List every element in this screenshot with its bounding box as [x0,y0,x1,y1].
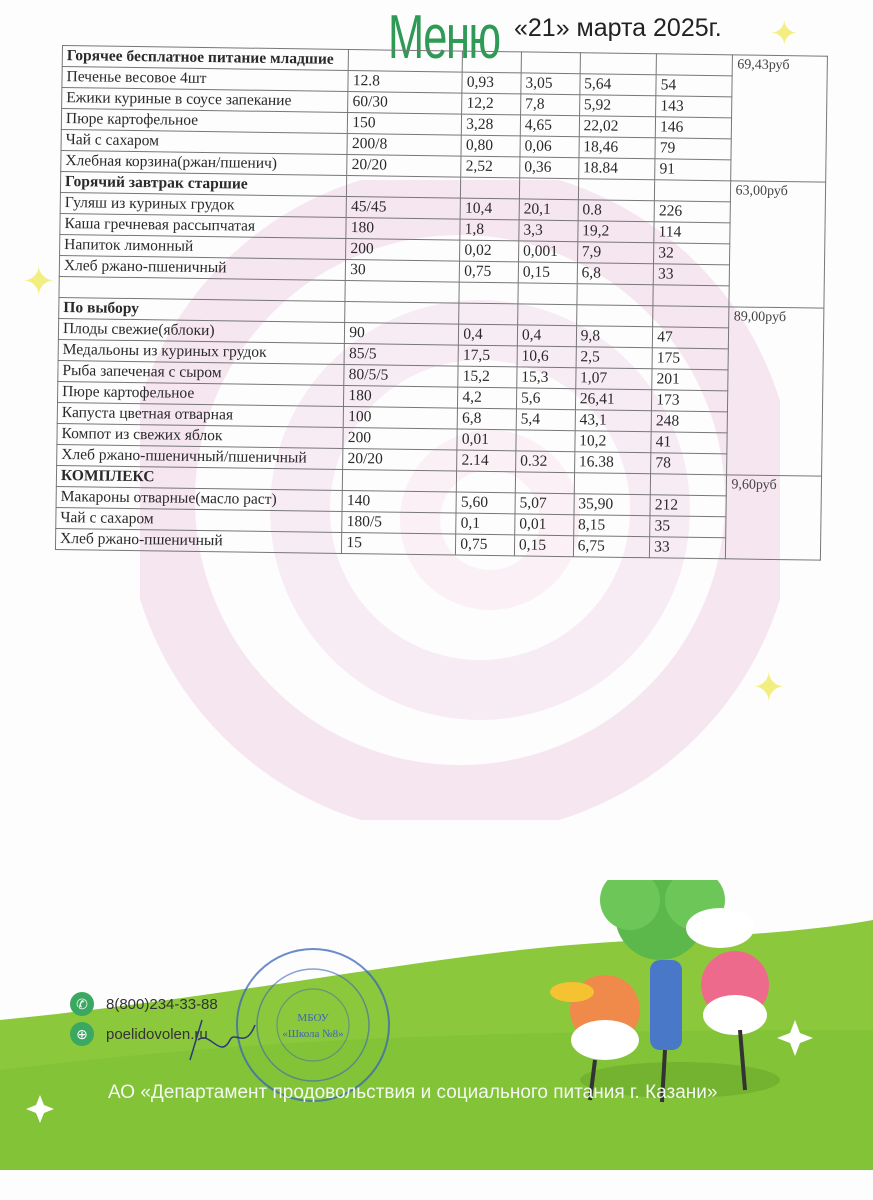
dish-name: Медальоны из куриных грудок [58,339,345,364]
dish-kcal: 79 [655,138,732,160]
dish-name: Хлебная корзина(ржан/пшенич) [61,150,348,175]
dish-kcal: 91 [655,159,732,181]
dish-weight: 90 [345,322,459,345]
dish-protein: 0,80 [461,135,520,157]
dish-fat: 0,36 [520,157,579,179]
website-link[interactable]: poelidovolen.ru [106,1025,208,1043]
dish-carbs: 1,07 [575,368,652,390]
dish-protein: 12,2 [462,93,521,115]
dish-protein: 2.14 [457,450,516,472]
dish-kcal: 33 [650,537,727,559]
dish-carbs: 19,2 [577,221,654,243]
empty-cell [580,53,657,75]
dish-carbs: 35,90 [574,494,651,516]
dish-protein: 0,75 [460,261,519,283]
svg-text:МБОУ: МБОУ [297,1012,329,1024]
empty-cell [459,303,518,325]
dish-fat [518,283,577,305]
dish-kcal [653,285,730,307]
section-title: КОМПЛЕКС [56,465,343,490]
dish-kcal: 146 [655,117,732,139]
empty-cell [347,175,461,198]
empty-cell [656,54,733,76]
dish-protein: 2,52 [461,156,520,178]
dish-protein [459,282,518,304]
dish-name: Пюре картофельное [58,381,345,406]
dish-protein: 0,4 [459,324,518,346]
dish-weight: 180 [346,217,460,240]
empty-cell [462,51,521,73]
dish-fat: 7,8 [520,94,579,116]
dish-name: Капуста цветная отварная [57,402,344,427]
section-price: 9,60руб [726,475,822,560]
dish-carbs: 0.8 [578,200,655,222]
dish-kcal: 47 [653,327,730,349]
sparkle-icon: ✦ [22,259,56,304]
dish-protein: 0,1 [456,513,515,535]
dish-name: Макароны отварные(масло раст) [56,486,343,511]
section-title: По выбору [59,297,346,322]
dish-fat: 20,1 [519,199,578,221]
dish-weight: 150 [348,112,462,135]
dish-fat: 0,15 [518,262,577,284]
dish-carbs: 43,1 [575,410,652,432]
dish-kcal: 114 [654,222,731,244]
dish-carbs: 26,41 [575,389,652,411]
dish-fat: 15,3 [517,367,576,389]
svg-text:«Школа №8»: «Школа №8» [282,1028,344,1040]
section-price: 69,43руб [731,55,827,182]
dish-carbs: 5,64 [580,74,657,96]
dish-kcal: 33 [653,264,730,286]
dish-weight [345,280,459,303]
dish-weight: 45/45 [346,196,460,219]
menu-date: «21» марта 2025г. [514,14,722,42]
page-title: Меню [388,3,500,72]
dish-fat: 10,6 [517,346,576,368]
dish-name: Ежики куриные в соусе запекание [62,88,349,113]
dish-protein: 0,02 [460,240,519,262]
dish-kcal: 173 [652,390,729,412]
dish-weight: 200 [343,427,457,450]
dish-weight: 30 [346,259,460,282]
empty-cell [345,301,459,324]
dish-kcal: 201 [652,369,729,391]
sparkle-icon: ✦ [752,665,786,710]
dish-kcal: 41 [651,432,728,454]
organization-name: АО «Департамент продовольствия и социального питания г. Казани» [108,1082,718,1103]
dish-fat: 3,05 [521,73,580,95]
dish-carbs: 10,2 [575,431,652,453]
dish-carbs: 22,02 [579,116,656,138]
dish-kcal: 143 [656,96,733,118]
empty-cell [574,473,651,495]
dish-weight: 20/20 [343,448,457,471]
dish-name: Напиток лимонный [60,234,347,259]
dish-weight: 20/20 [347,154,461,177]
dish-carbs: 18.84 [578,158,655,180]
dish-weight: 60/30 [348,92,462,115]
dish-protein: 5,60 [456,492,515,514]
dish-protein: 3,28 [462,114,521,136]
dish-kcal: 35 [650,516,727,538]
dish-kcal: 175 [652,348,729,370]
section-title: Горячее бесплатное питание младшие [62,46,349,71]
signature [180,1010,270,1070]
dish-name: Каша гречневая рассыпчатая [60,213,347,238]
dish-fat: 0,06 [520,136,579,158]
empty-cell [343,469,457,492]
dish-weight: 85/5 [344,343,458,366]
dish-kcal: 78 [651,453,728,475]
dish-protein: 6,8 [457,408,516,430]
dish-fat [516,430,575,452]
dish-fat: 5,4 [516,409,575,431]
dish-fat: 0,001 [518,241,577,263]
dish-name: Чай с сахаром [56,507,343,532]
dish-kcal: 226 [654,201,731,223]
dish-fat: 5,07 [515,493,574,515]
dish-weight: 100 [343,406,457,429]
dish-fat: 0,4 [517,325,576,347]
dish-carbs [577,284,654,306]
dish-protein: 17,5 [458,345,517,367]
dish-name: Гуляш из куриных грудок [60,192,347,217]
dish-weight: 180 [344,385,458,408]
dish-name: Пюре картофельное [61,109,348,134]
dish-fat: 3,3 [519,220,578,242]
dish-fat: 0,01 [515,514,574,536]
empty-cell [515,472,574,494]
dish-name: Чай с сахаром [61,129,348,154]
dish-protein: 0,93 [462,72,521,94]
dish-protein: 0,75 [456,534,515,556]
dish-weight: 200/8 [347,133,461,156]
dish-name: Хлеб ржано-пшеничный/пшеничный [57,444,344,469]
dish-carbs: 2,5 [576,347,653,369]
empty-cell [461,177,520,199]
phone-number[interactable]: 8(800)234-33-88 [106,995,218,1013]
menu-table [55,45,828,561]
globe-icon: ⊕ [70,1022,94,1046]
dish-weight: 140 [342,490,456,513]
section-title: Горячий завтрак старшие [60,171,347,196]
dish-fat: 5,6 [516,388,575,410]
section-price: 63,00руб [729,181,825,308]
dish-carbs: 7,9 [577,242,654,264]
dish-weight: 15 [342,532,456,555]
dish-name: Хлеб ржано-пшеничный [59,255,346,280]
dish-carbs: 8,15 [573,515,650,537]
empty-cell [650,474,727,496]
empty-cell [576,305,653,327]
dish-protein: 0,01 [457,429,516,451]
empty-cell [518,304,577,326]
dish-carbs: 5,92 [579,95,656,117]
empty-cell [457,471,516,493]
dish-carbs: 6,8 [577,263,654,285]
dish-protein: 10,4 [460,198,519,220]
empty-cell [519,178,578,200]
empty-cell [655,180,732,202]
dish-fat: 0,15 [514,535,573,557]
dish-weight: 12.8 [348,71,462,94]
dish-protein: 1,8 [460,219,519,241]
dish-weight: 180/5 [342,511,456,534]
dish-name: Рыба запеченая с сыром [58,360,345,385]
dish-name: Печенье весовое 4шт [62,67,349,92]
dish-kcal: 54 [656,75,733,97]
empty-cell [521,52,580,74]
dish-weight: 80/5/5 [344,364,458,387]
dish-carbs: 18,46 [579,137,656,159]
sparkle-icon: ✦ [770,16,799,53]
dish-protein: 4,2 [458,387,517,409]
dish-carbs: 9,8 [576,326,653,348]
dish-name: Компот из свежих яблок [57,423,344,448]
dish-weight: 200 [346,238,460,261]
dish-name: Плоды свежие(яблоки) [58,318,345,343]
dish-carbs: 6,75 [573,536,650,558]
dish-fat: 0.32 [516,451,575,473]
dish-kcal: 212 [650,495,727,517]
dish-name: Хлеб ржано-пшеничный [55,528,342,553]
dish-protein: 15,2 [458,366,517,388]
empty-cell [578,179,655,201]
dish-kcal: 248 [651,411,728,433]
phone-icon: ✆ [70,992,94,1016]
empty-cell [348,50,462,73]
section-price: 89,00руб [727,307,824,476]
empty-cell [653,306,730,328]
dish-kcal: 32 [654,243,731,265]
dish-carbs: 16.38 [574,452,651,474]
dish-fat: 4,65 [520,115,579,137]
